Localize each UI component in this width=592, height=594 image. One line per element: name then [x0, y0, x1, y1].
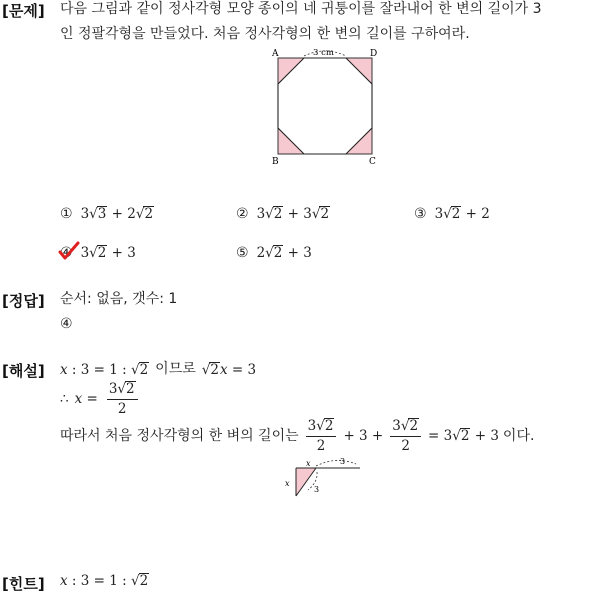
option-number: ③: [414, 206, 427, 222]
corner-d-label: D: [370, 49, 378, 59]
explanation-step-3: 따라서 처음 정사각형의 한 벼의 길이는 $\frac{3√2}{2}$ + 3 + $\frac{3√2}{2}$ = 3√2 + 3 이다.: [60, 418, 535, 454]
option-2[interactable]: [236, 206, 330, 222]
option-number: ①: [60, 206, 73, 222]
answer-tag: [정답]: [2, 292, 45, 310]
option-expression: 3√2 + 2: [434, 206, 490, 222]
corner-cut-figure: [284, 456, 366, 502]
fraction: $\frac{3√2}{2}$: [306, 418, 337, 454]
problem-tag: [문제]: [2, 2, 45, 20]
label-x-top: x: [306, 459, 311, 468]
corner-c-label: C: [369, 157, 376, 167]
hint-expression: x : 3 = 1 : √2: [60, 573, 149, 589]
label-3-diag: 3: [314, 485, 320, 494]
corner-b-label: B: [272, 157, 279, 167]
step-1-suffix: 이므로: [155, 361, 196, 377]
explanation-step-1: x : 3 = 1 : √2 이므로 √2x = 3: [60, 357, 256, 382]
fraction: $\frac{3√2}{2}$: [107, 381, 138, 417]
option-3[interactable]: [414, 206, 490, 222]
octagon-figure: [268, 44, 384, 168]
answer-line-2: ④: [60, 316, 73, 332]
problem-line-2: 인 정팔각형을 만들었다. 처음 정사각형의 한 변의 길이를 구하여라.: [60, 26, 470, 42]
answer-line-1: 순서: 없음, 갯수: 1: [60, 291, 178, 307]
fraction: $\frac{3√2}{2}$: [390, 418, 421, 454]
side-length-label: 3 cm: [313, 48, 334, 58]
corner-a-label: A: [272, 49, 279, 59]
explanation-step-2: ∴ x = $\frac{3√2}{2}$: [60, 381, 141, 417]
option-4[interactable]: [60, 245, 136, 261]
explanation-tag: [해설]: [2, 362, 45, 380]
option-1[interactable]: [60, 206, 154, 222]
option-expression: 3√2 + 3√2: [256, 206, 330, 222]
octagon: [278, 58, 372, 154]
label-3: 3: [340, 457, 346, 466]
option-number: ④: [60, 245, 73, 261]
option-5[interactable]: [236, 245, 312, 261]
step-3-prefix: 따라서 처음 정사각형의 한 벼의 길이는: [60, 427, 299, 444]
step-3-suffix: 이다.: [502, 427, 535, 444]
option-number: ②: [236, 206, 249, 222]
option-expression: 3√3 + 2√2: [80, 206, 154, 222]
checkmark-icon: [58, 241, 80, 261]
option-number: ⑤: [236, 245, 249, 261]
option-expression: 3√2 + 3: [80, 245, 136, 261]
option-expression: 2√2 + 3: [256, 245, 312, 261]
therefore-symbol: ∴: [60, 391, 69, 407]
hint-tag: [힌트]: [2, 575, 45, 593]
problem-line-1: 다음 그림과 같이 정사각형 모양 종이의 네 귀퉁이를 잘라내어 한 변의 길이가 3: [60, 1, 542, 17]
label-x-left: x: [285, 479, 290, 488]
